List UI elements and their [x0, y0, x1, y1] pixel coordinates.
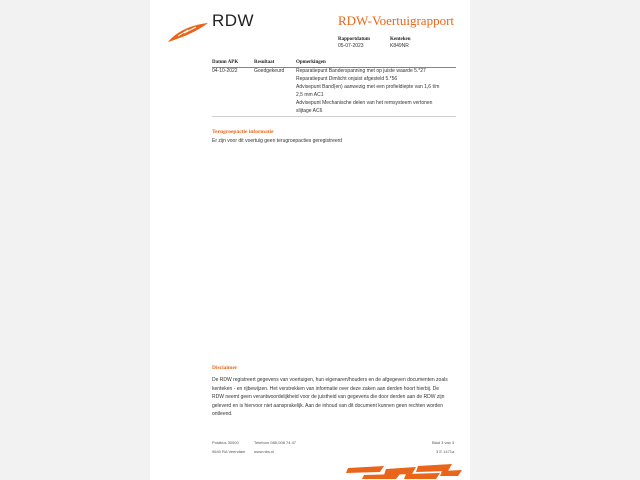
col-header-remarks: Opmerkingen — [296, 60, 326, 65]
rdw-logo-icon — [166, 20, 210, 44]
plate-value: K849NR — [390, 43, 409, 49]
apk-result-cell: Goedgekeurd — [254, 68, 285, 74]
footer-page-number: Blad 3 van 3 — [432, 440, 455, 445]
remark-line: Reparatiepunt Banderspanning met op juiste waarde 5.*27 — [296, 68, 426, 74]
disclaimer-text — [212, 376, 457, 419]
col-header-date: Datum APK — [212, 60, 239, 65]
disclaimer-line: geleverd en is hiervoor niet aansprakelijk. Aan de inhoud van dit document kunnen geen rechten worden — [212, 402, 443, 409]
remark-line: Advisepunt Mechanische delen van het remsysteem vertonen — [296, 100, 433, 106]
recall-heading: Terugroepactie informatie — [212, 129, 274, 135]
remark-line: Reparatiepunt Dimlicht onjuist afgesteld 5.*56 — [296, 76, 398, 82]
footer-postbus: Postbus 30000 — [212, 440, 239, 445]
disclaimer-line: ontleend. — [212, 411, 233, 417]
footer-city: 9640 RA Veendam — [212, 449, 246, 454]
footer-code: 3 E 1471a — [436, 449, 455, 454]
remark-line: Advisepunt Band(en) aanwezig met een profieldiepte van 1,6 t/m — [296, 84, 440, 90]
footer-phone: Telefoon 088-008 74 47 — [254, 440, 297, 445]
recall-text: Er zijn voor dit voertuig geen terugroepacties geregistreerd — [212, 138, 343, 144]
footer-stripes-icon — [344, 462, 464, 480]
disclaimer-line: RDW neemt geen verantwoordelijkheid voor de juistheid van gegevens die door derden aan de RDW zijn — [212, 394, 445, 400]
footer-web: www.rdw.nl — [254, 449, 275, 454]
page-title: RDW-Voertuigrapport — [338, 13, 455, 28]
logo-text: RDW — [212, 11, 255, 30]
disclaimer-line: De RDW registreert gegevens van voertuigen, hun eigenaren/houders en de afgegeven documenten zoals — [212, 377, 448, 383]
plate-label: Kenteken — [390, 37, 411, 42]
table-bottom-divider — [212, 116, 456, 117]
apk-date-cell: 04-10-2022 — [212, 68, 238, 74]
remark-line: slijtage AC6 — [296, 108, 323, 114]
apk-remarks-cell — [296, 67, 439, 115]
col-header-result: Resultaat — [254, 60, 275, 65]
report-date-label: Rapportdatum — [338, 37, 370, 42]
disclaimer-heading: Disclaimer — [212, 365, 238, 371]
remark-line: 2,5 mm AC1 — [296, 92, 324, 98]
report-date-value: 05-07-2023 — [338, 43, 364, 49]
disclaimer-line: kenteken - en rijbewijzen. Het verstrekken van informatie over deze zaken aan derden hoort hierbij. De — [212, 385, 440, 392]
